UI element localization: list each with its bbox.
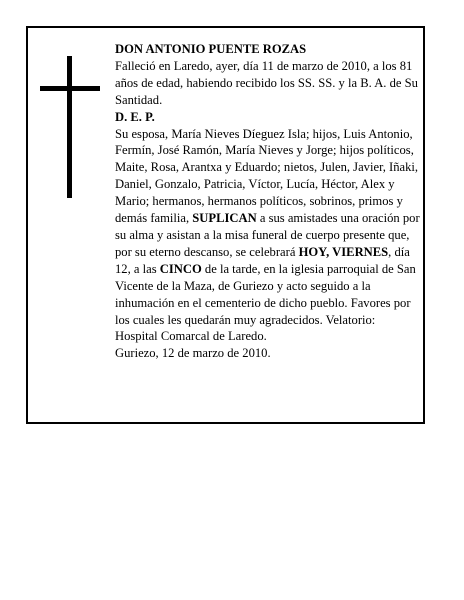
cross-icon bbox=[40, 56, 100, 198]
rip-line: D. E. P. bbox=[115, 109, 155, 124]
suplican-word: SUPLICAN bbox=[192, 211, 257, 226]
details-text: de la tarde, en la iglesia parroquial de San Vicente de la Maza, de Guriezo y acto seguido a la inhumación en el cementerio de dicho pueblo. Favores por los cuales les quedarán muy agradecidos. Velatorio: Hospital Comarcal de Laredo. bbox=[115, 261, 416, 344]
cross-vertical-bar bbox=[67, 56, 72, 198]
request-text: a sus amistades una oración por su alma y asistan a la misa funeral de cuerpo presente que, por su eterno descanso, se celebrará bbox=[115, 211, 420, 259]
family-paragraph bbox=[115, 126, 421, 346]
obituary-notice bbox=[26, 26, 425, 424]
obituary-text bbox=[115, 41, 421, 362]
death-notice: Falleció en Laredo, ayer, día 11 de marzo de 2010, a los 81 años de edad, habiendo recibido los SS. SS. y la B. A. de Su Santidad. bbox=[115, 58, 418, 107]
family-text: Su esposa, María Nieves Díeguez Isla; hijos, Luis Antonio, Fermín, José Ramón, María Nieves y Jorge; hijos políticos, Maite, Rosa, Arantxa y Eduardo; nietos, Julen, Javier, Iñaki, Daniel, Gonzalo, Patricia, Víctor, Lucía, Héctor, Alex y Mario; hermanos, hermanos políticos, sobrinos, primos y demás familia, bbox=[115, 126, 419, 226]
deceased-name: DON ANTONIO PUENTE ROZAS bbox=[115, 42, 307, 56]
date-text: , día 12, a las bbox=[115, 244, 410, 276]
service-hour: CINCO bbox=[159, 261, 202, 276]
place-date: Guriezo, 12 de marzo de 2010. bbox=[115, 346, 271, 361]
service-day: HOY, VIERNES bbox=[298, 244, 389, 259]
cross-horizontal-bar bbox=[40, 86, 100, 91]
